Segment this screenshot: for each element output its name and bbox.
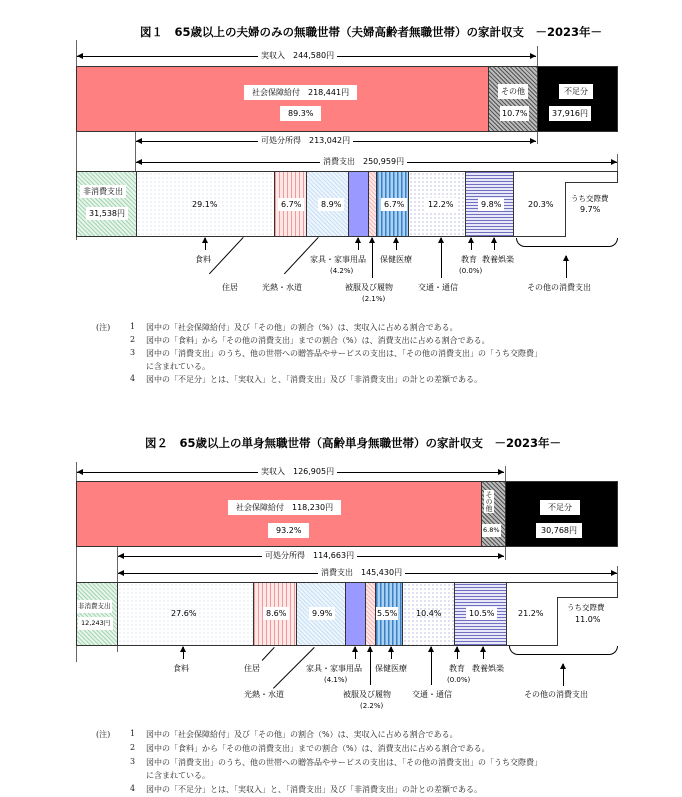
clothing-label: 被服及び履物 — [345, 283, 393, 292]
food-pct: 27.6% — [171, 609, 197, 618]
shortfall-value: 30,768円 — [536, 523, 582, 538]
note-3: 図中の「消費支出」のうち、他の世帯への贈答品やサービスの支出は、「その他の消費支出」の「うち交際費」 — [146, 349, 542, 358]
note-3-num: 3 — [130, 757, 136, 766]
furniture-label: 家具・家事用品 — [310, 255, 366, 264]
food-label: 食料 — [195, 255, 211, 264]
housing-label: 住居 — [244, 664, 260, 673]
social-expense-label: うち交際費 — [567, 603, 605, 612]
other-income-pct: 10.7% — [500, 106, 529, 121]
transport-arrow — [431, 647, 432, 685]
disposable-label: 可処分所得 213,042円 — [258, 134, 353, 147]
clothing-segment — [369, 172, 377, 236]
transport-label: 交通・通信 — [412, 690, 452, 699]
other-income-pct: 6.8% — [482, 524, 501, 537]
non-consumption-label: 非消費支出 — [77, 600, 112, 613]
transport-pct: 12.2% — [425, 198, 456, 211]
transport-arrow — [441, 238, 442, 278]
clothing-segment — [366, 583, 376, 645]
medical-arrow — [391, 647, 392, 659]
non-consumption-segment — [77, 172, 137, 236]
other-consumption-label: その他の消費支出 — [527, 283, 591, 292]
disposable-label: 可処分所得 114,663円 — [262, 549, 357, 562]
transport-pct: 10.4% — [416, 609, 442, 618]
note-1-num: 1 — [130, 322, 136, 331]
transport-label: 交通・通信 — [418, 283, 458, 292]
note-4: 図中の「不足分」とは、「実収入」と、「消費支出」及び「非消費支出」の計との差額である。 — [146, 785, 482, 794]
education-pct: (0.0%) — [459, 267, 483, 275]
shortfall-segment — [538, 67, 617, 131]
clothing-arrow — [372, 238, 373, 278]
furniture-label: 家具・家事用品 — [306, 664, 362, 673]
utilities-label: 光熱・水道 — [244, 690, 284, 699]
social-security-label: 社会保障給付 218,441円 — [244, 85, 357, 100]
social-security-label: 社会保障給付 118,230円 — [228, 500, 341, 515]
housing-pct: 8.6% — [263, 607, 289, 620]
social-security-pct: 89.3% — [280, 106, 321, 121]
clothing-pct: (2.1%) — [362, 295, 386, 303]
utilities-pct: 9.9% — [309, 607, 335, 620]
note-3-cont: に含まれている。 — [146, 771, 210, 780]
furniture-pct: (4.1%) — [324, 676, 348, 684]
other-consumption-label: その他の消費支出 — [524, 690, 588, 699]
housing-pointer — [262, 647, 275, 661]
clothing-pct: (2.2%) — [360, 702, 384, 710]
other-income-label: その他 — [498, 84, 528, 99]
other-income-segment — [489, 67, 538, 131]
note-1: 図中の「社会保障給付」及び「その他」の割合（%）は、実収入に占める割合である。 — [146, 730, 458, 739]
other-consumption-pct: 20.3% — [528, 200, 554, 209]
other-consumption-arrow — [566, 256, 567, 278]
figure-2-title: 図２ 65歳以上の単身無職世帯（高齢単身無職世帯）の家計収支 －2023年－ — [145, 436, 562, 450]
non-consumption-segment — [77, 583, 118, 645]
medical-pct: 6.7% — [381, 198, 407, 211]
other-consumption-brace — [516, 238, 618, 247]
shortfall-value: 37,916円 — [549, 106, 591, 121]
culture-pct: 10.5% — [466, 607, 497, 620]
income-label: 実収入 126,905円 — [258, 465, 337, 478]
social-expense-label: うち交際費 — [571, 194, 609, 203]
note-1-num: 1 — [130, 729, 136, 738]
furniture-pct: (4.2%) — [330, 267, 354, 275]
education-pct: (0.0%) — [447, 676, 471, 684]
note-4-num: 4 — [130, 784, 136, 793]
furniture-arrow — [355, 647, 356, 659]
medical-arrow — [396, 238, 397, 250]
education-label: 教育 — [461, 255, 477, 264]
furniture-segment — [346, 583, 366, 645]
furniture-segment — [349, 172, 369, 236]
medical-label: 保健医療 — [375, 664, 407, 673]
culture-arrow — [494, 238, 495, 250]
notes-prefix: (注) — [96, 730, 111, 739]
non-consumption-value: 12,243円 — [78, 617, 113, 630]
clothing-label: 被服及び履物 — [343, 690, 391, 699]
note-4: 図中の「不足分」とは、「実収入」と、「消費支出」及び「非消費支出」の計との差額である。 — [146, 375, 482, 384]
culture-pct: 9.8% — [478, 198, 504, 211]
food-arrow — [183, 647, 184, 659]
culture-arrow — [483, 647, 484, 659]
social-security-pct: 93.2% — [268, 523, 309, 538]
food-label: 食料 — [173, 664, 189, 673]
education-arrow — [457, 647, 458, 659]
furniture-arrow — [358, 238, 359, 250]
utilities-label: 光熱・水道 — [262, 283, 302, 292]
non-consumption-label: 非消費支出 — [80, 185, 126, 198]
figure-1-title: 図１ 65歳以上の夫婦のみの無職世帯（夫婦高齢者無職世帯）の家計収支 －2023年－ — [140, 25, 603, 39]
culture-label: 教養娯楽 — [482, 255, 514, 264]
housing-pointer — [209, 237, 244, 274]
medical-pct: 5.5% — [377, 609, 398, 618]
shortfall-label: 不足分 — [540, 500, 580, 515]
note-3: 図中の「消費支出」のうち、他の世帯への贈答品やサービスの支出は、「その他の消費支出」の「うち交際費」 — [146, 758, 542, 767]
housing-label: 住居 — [222, 283, 238, 292]
non-consumption-value: 31,538円 — [86, 207, 128, 220]
note-2: 図中の「食料」から「その他の消費支出」までの割合（%）は、消費支出に占める割合である。 — [146, 744, 490, 753]
clothing-arrow — [370, 647, 371, 685]
income-label: 実収入 244,580円 — [258, 49, 337, 62]
shortfall-label: 不足分 — [559, 84, 593, 99]
note-2: 図中の「食料」から「その他の消費支出」までの割合（%）は、消費支出に占める割合である。 — [146, 336, 490, 345]
note-2-num: 2 — [130, 743, 136, 752]
culture-label: 教養娯楽 — [472, 664, 504, 673]
note-3-num: 3 — [130, 348, 136, 357]
consumption-label: 消費支出 145,430円 — [318, 566, 405, 579]
other-income-label: その他 — [485, 491, 493, 512]
note-3-cont: に含まれている。 — [146, 362, 210, 371]
note-1: 図中の「社会保障給付」及び「その他」の割合（%）は、実収入に占める割合である。 — [146, 323, 458, 332]
food-arrow — [205, 238, 206, 250]
utilities-pct: 8.9% — [318, 198, 344, 211]
other-consumption-arrow — [563, 664, 564, 686]
note-2-num: 2 — [130, 335, 136, 344]
note-4-num: 4 — [130, 374, 136, 383]
other-consumption-pct: 21.2% — [518, 609, 544, 618]
food-pct: 29.1% — [192, 200, 218, 209]
social-expense-pct: 11.0% — [575, 615, 601, 624]
other-consumption-brace — [509, 646, 618, 655]
housing-pct: 6.7% — [278, 198, 304, 211]
education-arrow — [471, 238, 472, 250]
education-label: 教育 — [449, 664, 465, 673]
consumption-label: 消費支出 250,959円 — [320, 155, 407, 168]
medical-label: 保健医療 — [380, 255, 412, 264]
notes-prefix: (注) — [96, 323, 111, 332]
social-expense-pct: 9.7% — [580, 205, 601, 214]
